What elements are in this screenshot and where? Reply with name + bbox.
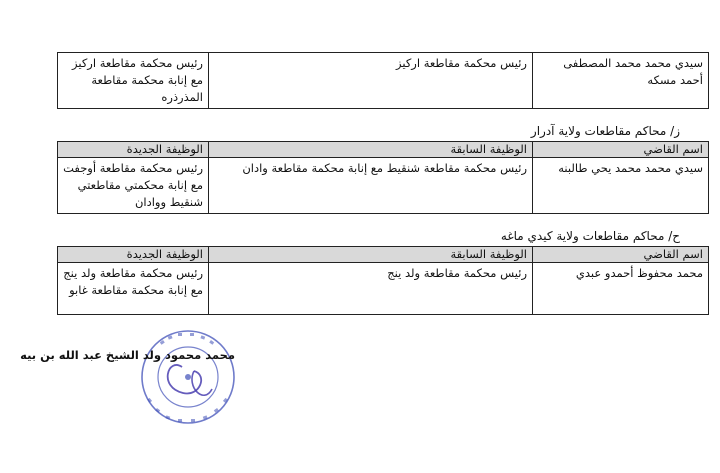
table-continuation	[57, 52, 709, 109]
previous-position-cell: رئيس محكمة مقاطعة اركيز	[209, 53, 533, 109]
table-header-row	[58, 142, 709, 158]
table-header-row	[58, 247, 709, 263]
header-new-position: الوظيفة الجديدة	[58, 247, 209, 263]
section-title-adrar: ز/ محاكم مقاطعات ولاية آدرار	[530, 124, 680, 138]
table-guidimakha	[57, 246, 709, 315]
header-previous-position: الوظيفة السابقة	[209, 142, 533, 158]
previous-position-cell: رئيس محكمة مقاطعة ولد ينج	[209, 263, 533, 315]
new-position-cell: رئيس محكمة مقاطعة أوجفت مع إنابة محكمتي مقاطعتي شنقيط ووادان	[58, 158, 209, 214]
table-row	[58, 53, 709, 109]
table-adrar	[57, 141, 709, 214]
section-title-guidimakha: ح/ محاكم مقاطعات ولاية كيدي ماغه	[500, 229, 680, 243]
previous-position-cell: رئيس محكمة مقاطعة شنقيط مع إنابة محكمة مقاطعة وادان	[209, 158, 533, 214]
judge-name-cell: سيدي محمد محمد يحي طالبنه	[533, 158, 709, 214]
table-row	[58, 158, 709, 214]
header-previous-position: الوظيفة السابقة	[209, 247, 533, 263]
header-new-position: الوظيفة الجديدة	[58, 142, 209, 158]
signatory-name: محمد محمود ولد الشيخ عبد الله بن بيه	[20, 348, 235, 362]
judge-name-cell: سيدي محمد محمد المصطفى أحمد مسكه	[533, 53, 709, 109]
new-position-cell: رئيس محكمة مقاطعة ولد ينج مع إنابة محكمة مقاطعة غابو	[58, 263, 209, 315]
new-position-cell: رئيس محكمة مقاطعة اركيز مع إنابة محكمة مقاطعة المذرذره	[58, 53, 209, 109]
header-judge-name: اسم القاضي	[533, 142, 709, 158]
judge-name-cell: محمد محفوظ أحمدو عبدي	[533, 263, 709, 315]
table-row	[58, 263, 709, 315]
ministry-stamp-icon	[138, 327, 238, 427]
header-judge-name: اسم القاضي	[533, 247, 709, 263]
